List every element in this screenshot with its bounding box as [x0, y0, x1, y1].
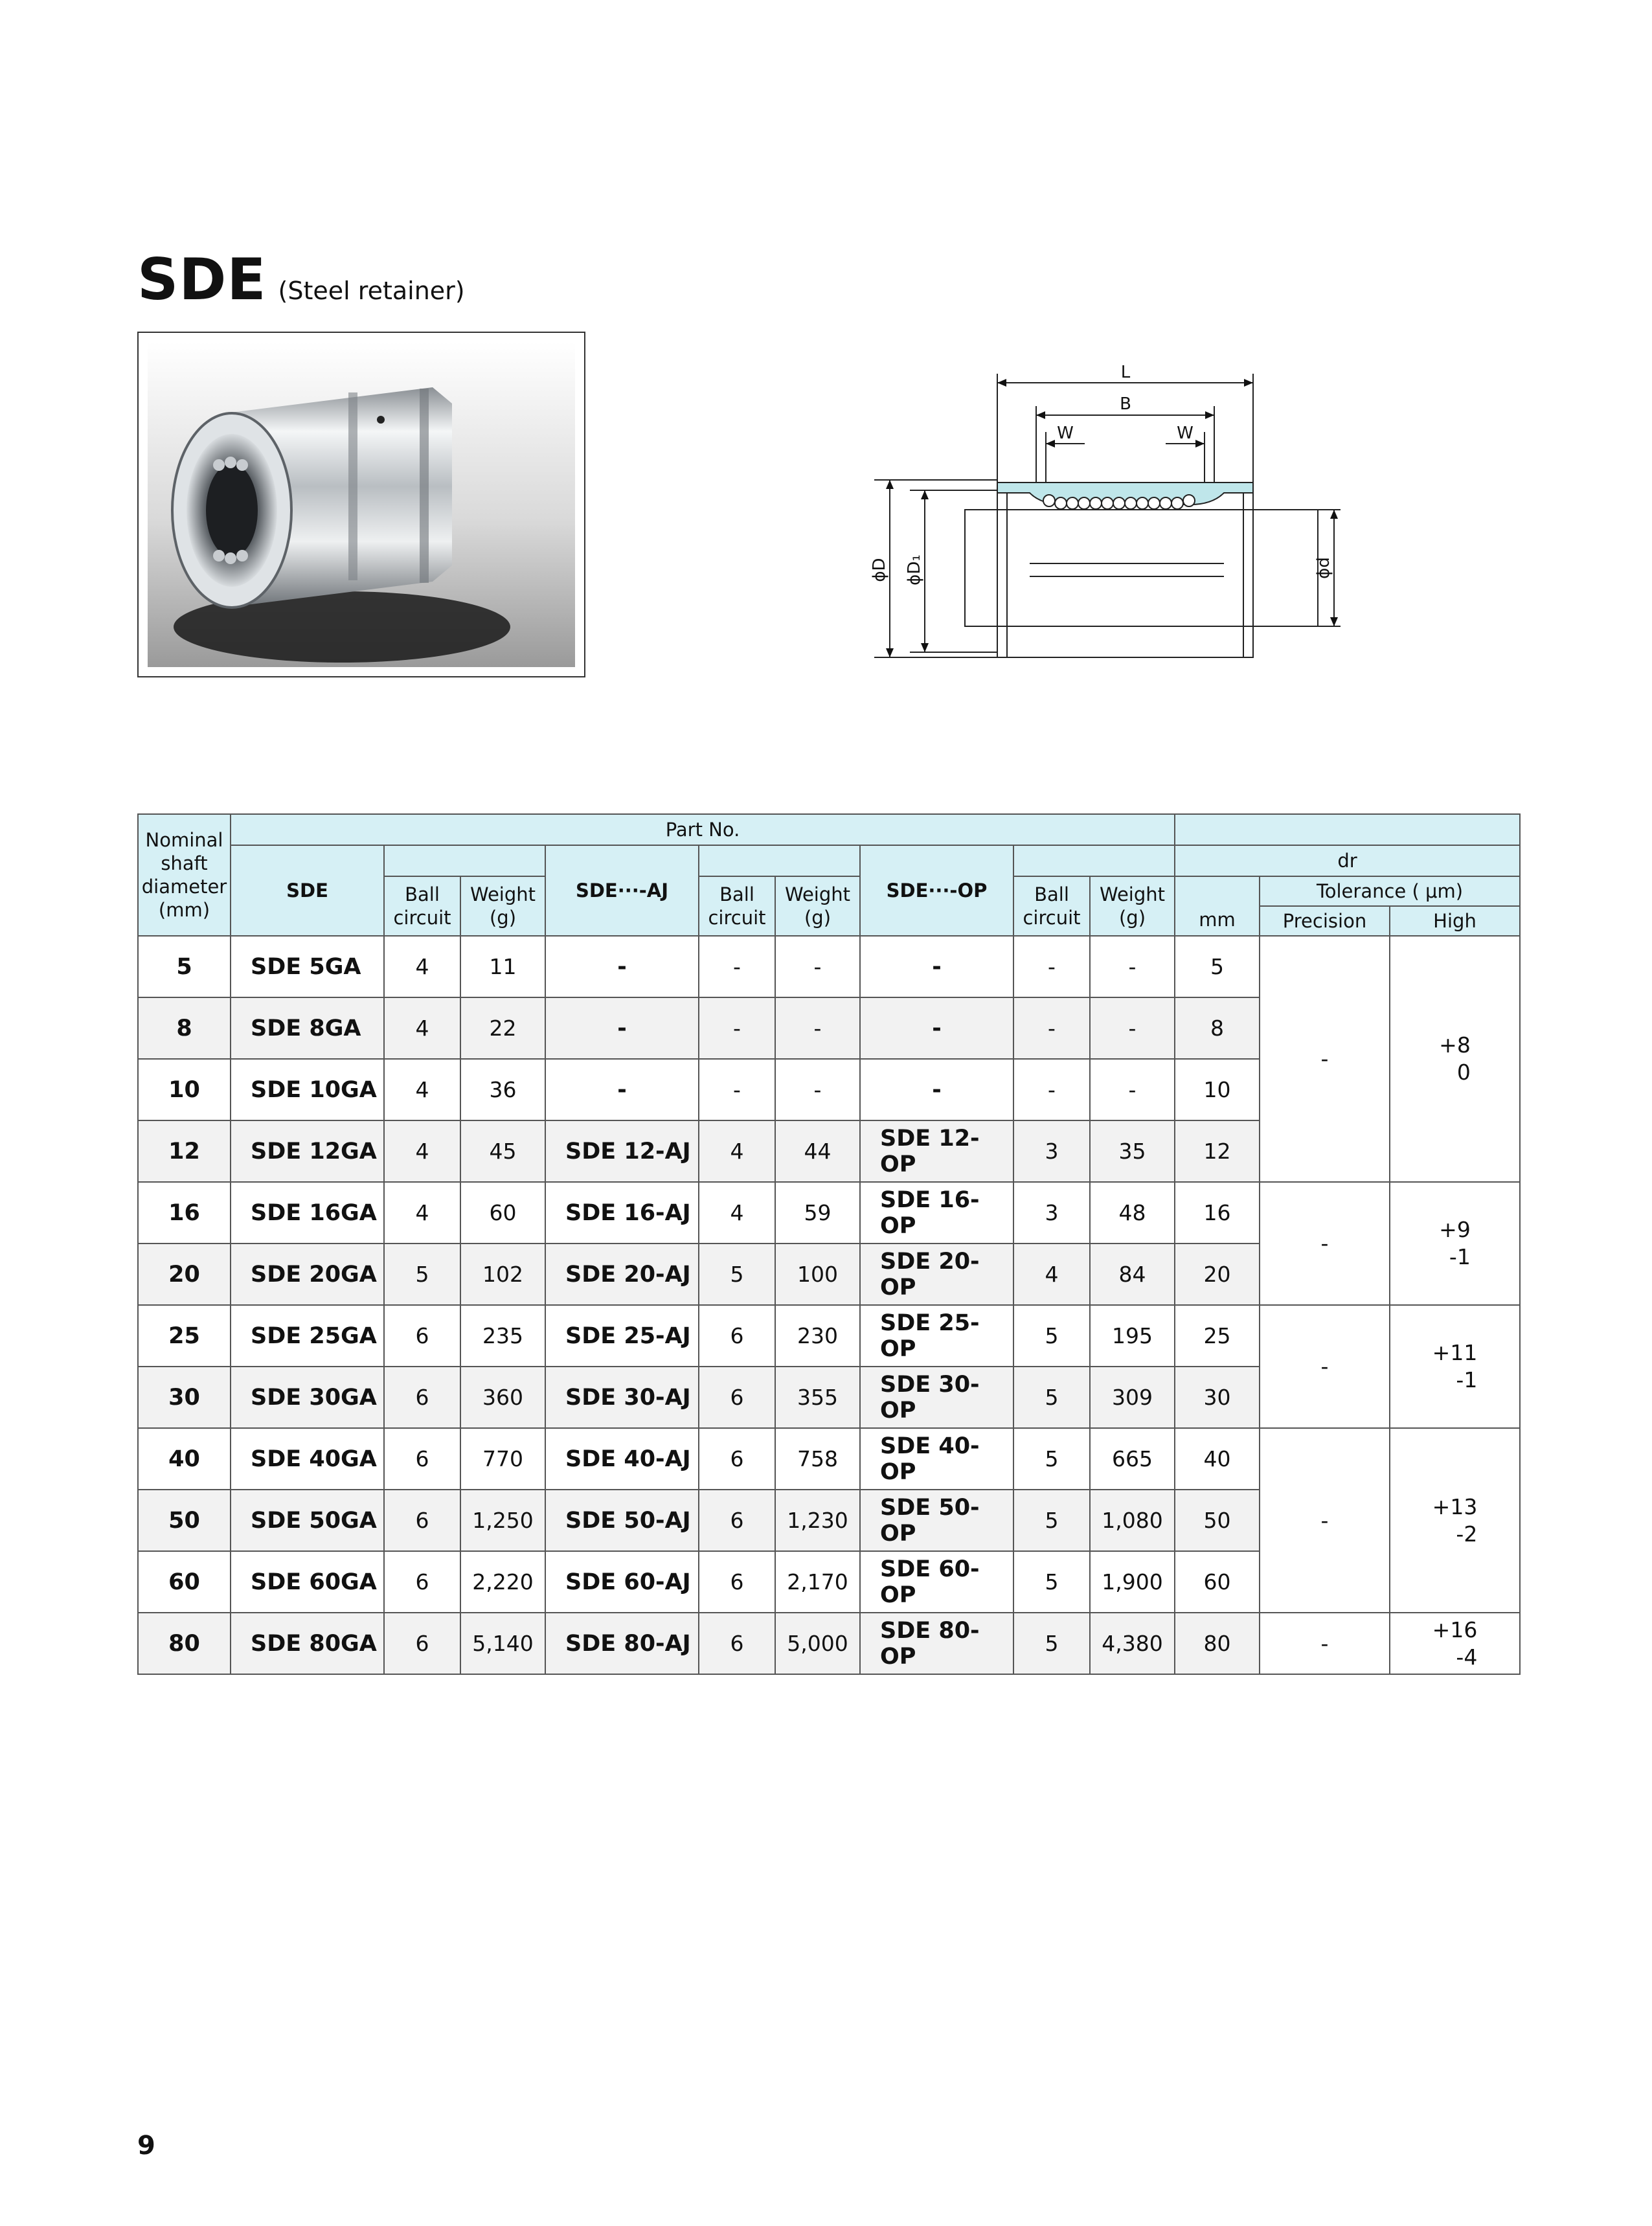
cell-aj-part: SDE 16-AJ	[545, 1182, 699, 1244]
linear-bushing-photo	[148, 342, 575, 667]
header-part-no: Part No.	[231, 814, 1175, 845]
cell-shaft-diameter: 8	[138, 997, 231, 1059]
cell-shaft-diameter: 60	[138, 1551, 231, 1613]
header-sde-op: SDE···-OP	[860, 845, 1013, 936]
dim-label-d: ϕd	[1314, 557, 1333, 579]
header-op-weight	[1090, 876, 1175, 936]
cell-op-weight: 195	[1090, 1305, 1175, 1367]
dimension-drawing	[861, 359, 1366, 673]
cell-aj-ball: -	[699, 997, 775, 1059]
cell-aj-part: SDE 60-AJ	[545, 1551, 699, 1613]
cell-shaft-diameter: 20	[138, 1244, 231, 1305]
cell-sde-weight: 22	[460, 997, 545, 1059]
tolerance-upper: +8	[1439, 1032, 1471, 1058]
cell-shaft-diameter: 10	[138, 1059, 231, 1120]
cell-sde-ball: 6	[384, 1551, 460, 1613]
header-weight-line1: Weight	[1099, 883, 1166, 905]
cell-mm: 8	[1175, 997, 1260, 1059]
cell-sde-weight: 45	[460, 1120, 545, 1182]
cell-shaft-diameter: 12	[138, 1120, 231, 1182]
cell-op-weight: -	[1090, 1059, 1175, 1120]
cell-op-part: -	[860, 936, 1013, 997]
header-tolerance: Tolerance ( μm)	[1260, 876, 1520, 906]
cell-shaft-diameter: 25	[138, 1305, 231, 1367]
cell-sde-part: SDE 10GA	[231, 1059, 384, 1120]
cell-aj-part: -	[545, 997, 699, 1059]
cell-mm: 30	[1175, 1367, 1260, 1428]
title-main: SDE	[137, 246, 267, 313]
title-subtitle: (Steel retainer)	[278, 277, 465, 305]
cell-aj-ball: 6	[699, 1367, 775, 1428]
header-op-ball	[1013, 876, 1090, 936]
cell-sde-part: SDE 25GA	[231, 1305, 384, 1367]
header-sde-ball	[384, 876, 460, 936]
cell-mm: 10	[1175, 1059, 1260, 1120]
cell-high-tolerance	[1390, 1613, 1520, 1674]
header-blank	[1175, 814, 1520, 845]
cell-aj-weight: 2,170	[775, 1551, 860, 1613]
tolerance-value	[1432, 1617, 1478, 1671]
header-dr: dr	[1175, 845, 1520, 876]
cell-mm: 60	[1175, 1551, 1260, 1613]
header-ball-line1: Ball	[719, 883, 754, 905]
cell-sde-weight: 5,140	[460, 1613, 545, 1674]
cell-op-ball: 5	[1013, 1428, 1090, 1490]
header-ball-line2: circuit	[393, 907, 451, 929]
cell-op-part: SDE 25-OP	[860, 1305, 1013, 1367]
cell-aj-ball: 6	[699, 1551, 775, 1613]
cell-op-weight: 48	[1090, 1182, 1175, 1244]
cell-sde-weight: 1,250	[460, 1490, 545, 1551]
cell-aj-part: SDE 12-AJ	[545, 1120, 699, 1182]
cell-op-weight: 309	[1090, 1367, 1175, 1428]
cell-precision: -	[1260, 936, 1390, 1182]
cell-sde-weight: 770	[460, 1428, 545, 1490]
cell-sde-ball: 4	[384, 936, 460, 997]
tolerance-lower: -1	[1449, 1244, 1471, 1269]
cell-op-part: -	[860, 997, 1013, 1059]
cell-high-tolerance	[1390, 1428, 1520, 1613]
header-ball-line1: Ball	[405, 883, 440, 905]
cell-shaft-diameter: 50	[138, 1490, 231, 1551]
tolerance-value	[1439, 1032, 1471, 1086]
cell-sde-weight: 235	[460, 1305, 545, 1367]
cell-sde-part: SDE 50GA	[231, 1490, 384, 1551]
cell-op-ball: 5	[1013, 1490, 1090, 1551]
header-ball-line1: Ball	[1034, 883, 1069, 905]
header-nominal-line2: shaft	[161, 852, 208, 874]
cell-op-part: SDE 12-OP	[860, 1120, 1013, 1182]
cell-sde-weight: 2,220	[460, 1551, 545, 1613]
cell-aj-part: SDE 20-AJ	[545, 1244, 699, 1305]
cell-high-tolerance	[1390, 1182, 1520, 1305]
header-sde-aj: SDE···-AJ	[545, 845, 699, 936]
cell-sde-part: SDE 16GA	[231, 1182, 384, 1244]
cell-aj-weight: -	[775, 997, 860, 1059]
cell-sde-ball: 5	[384, 1244, 460, 1305]
cell-sde-ball: 4	[384, 1059, 460, 1120]
cell-op-weight: 665	[1090, 1428, 1175, 1490]
cell-sde-part: SDE 5GA	[231, 936, 384, 997]
cell-aj-ball: 5	[699, 1244, 775, 1305]
table-row	[138, 1305, 1520, 1367]
dim-label-W1: W	[1057, 424, 1074, 443]
cell-aj-weight: 1,230	[775, 1490, 860, 1551]
tolerance-upper: +16	[1432, 1617, 1478, 1642]
cell-sde-ball: 4	[384, 1182, 460, 1244]
cell-mm: 25	[1175, 1305, 1260, 1367]
header-op-spacer	[1013, 845, 1175, 876]
cell-sde-weight: 60	[460, 1182, 545, 1244]
table-row	[138, 936, 1520, 997]
cell-op-part: SDE 30-OP	[860, 1367, 1013, 1428]
cell-sde-part: SDE 20GA	[231, 1244, 384, 1305]
cell-op-ball: 5	[1013, 1367, 1090, 1428]
product-photo	[137, 332, 585, 677]
cell-aj-weight: 5,000	[775, 1613, 860, 1674]
cell-aj-ball: 4	[699, 1120, 775, 1182]
header-nominal-line1: Nominal	[145, 829, 223, 851]
header-weight-line1: Weight	[470, 883, 536, 905]
cell-aj-ball: -	[699, 1059, 775, 1120]
cell-aj-ball: 4	[699, 1182, 775, 1244]
cell-aj-part: SDE 80-AJ	[545, 1613, 699, 1674]
cell-op-weight: 1,080	[1090, 1490, 1175, 1551]
cell-sde-weight: 102	[460, 1244, 545, 1305]
cell-sde-part: SDE 80GA	[231, 1613, 384, 1674]
cell-op-part: SDE 80-OP	[860, 1613, 1013, 1674]
header-high: High	[1390, 906, 1520, 936]
cell-aj-part: -	[545, 936, 699, 997]
cell-aj-part: -	[545, 1059, 699, 1120]
cell-aj-part: SDE 40-AJ	[545, 1428, 699, 1490]
cell-op-ball: 5	[1013, 1551, 1090, 1613]
cell-mm: 16	[1175, 1182, 1260, 1244]
cell-aj-ball: 6	[699, 1305, 775, 1367]
cell-op-weight: -	[1090, 936, 1175, 997]
cell-precision: -	[1260, 1305, 1390, 1428]
cell-aj-part: SDE 30-AJ	[545, 1367, 699, 1428]
cell-aj-part: SDE 25-AJ	[545, 1305, 699, 1367]
cell-mm: 5	[1175, 936, 1260, 997]
tolerance-lower: 0	[1456, 1060, 1471, 1085]
header-sde: SDE	[231, 845, 384, 936]
cell-shaft-diameter: 40	[138, 1428, 231, 1490]
cell-op-weight: 1,900	[1090, 1551, 1175, 1613]
table-row	[138, 1428, 1520, 1490]
cell-high-tolerance	[1390, 1305, 1520, 1428]
tolerance-lower: -4	[1456, 1644, 1478, 1670]
cell-op-ball: 5	[1013, 1613, 1090, 1674]
cell-op-part: SDE 16-OP	[860, 1182, 1013, 1244]
header-aj-spacer	[699, 845, 860, 876]
dim-label-L: L	[1120, 363, 1131, 382]
header-ball-line2: circuit	[708, 907, 766, 929]
cell-aj-part: SDE 50-AJ	[545, 1490, 699, 1551]
cell-sde-weight: 11	[460, 936, 545, 997]
cell-op-weight: -	[1090, 997, 1175, 1059]
header-precision: Precision	[1260, 906, 1390, 936]
cell-shaft-diameter: 30	[138, 1367, 231, 1428]
cell-shaft-diameter: 5	[138, 936, 231, 997]
cell-op-part: SDE 50-OP	[860, 1490, 1013, 1551]
cell-aj-weight: 44	[775, 1120, 860, 1182]
cell-aj-weight: 59	[775, 1182, 860, 1244]
header-nominal	[138, 814, 231, 936]
dim-label-D1: ϕD₁	[905, 554, 924, 585]
cell-sde-ball: 6	[384, 1613, 460, 1674]
cell-op-weight: 4,380	[1090, 1613, 1175, 1674]
cell-op-part: -	[860, 1059, 1013, 1120]
table-body	[138, 936, 1520, 1674]
tolerance-value	[1432, 1493, 1478, 1548]
cell-sde-part: SDE 8GA	[231, 997, 384, 1059]
header-weight-line2: (g)	[804, 907, 832, 929]
header-nominal-line3: diameter	[141, 876, 227, 898]
header-weight-line2: (g)	[489, 907, 517, 929]
cell-op-ball: -	[1013, 1059, 1090, 1120]
header-weight-line2: (g)	[1118, 907, 1146, 929]
cell-shaft-diameter: 16	[138, 1182, 231, 1244]
cell-sde-ball: 4	[384, 1120, 460, 1182]
cell-mm: 80	[1175, 1613, 1260, 1674]
cell-op-ball: 3	[1013, 1182, 1090, 1244]
dim-label-B: B	[1120, 394, 1131, 414]
table-row	[138, 1613, 1520, 1674]
tolerance-lower: -1	[1456, 1367, 1478, 1392]
cell-aj-weight: 100	[775, 1244, 860, 1305]
tolerance-value	[1439, 1216, 1471, 1271]
cell-aj-ball: 6	[699, 1428, 775, 1490]
cell-aj-weight: -	[775, 1059, 860, 1120]
cell-op-part: SDE 20-OP	[860, 1244, 1013, 1305]
cell-sde-part: SDE 30GA	[231, 1367, 384, 1428]
cell-sde-ball: 6	[384, 1428, 460, 1490]
header-aj-weight	[775, 876, 860, 936]
tolerance-lower: -2	[1456, 1521, 1478, 1547]
cell-op-ball: 3	[1013, 1120, 1090, 1182]
cell-aj-weight: 758	[775, 1428, 860, 1490]
cell-precision: -	[1260, 1428, 1390, 1613]
cell-sde-part: SDE 60GA	[231, 1551, 384, 1613]
cell-op-part: SDE 60-OP	[860, 1551, 1013, 1613]
cell-op-ball: -	[1013, 936, 1090, 997]
cell-sde-part: SDE 12GA	[231, 1120, 384, 1182]
dim-label-W2: W	[1177, 424, 1194, 443]
tolerance-upper: +11	[1432, 1340, 1478, 1365]
cell-op-ball: -	[1013, 997, 1090, 1059]
cell-precision: -	[1260, 1182, 1390, 1305]
cell-sde-ball: 6	[384, 1367, 460, 1428]
dim-label-D: ϕD	[870, 558, 889, 582]
header-ball-line2: circuit	[1023, 907, 1081, 929]
cell-aj-weight: -	[775, 936, 860, 997]
cell-op-ball: 5	[1013, 1305, 1090, 1367]
header-mm: mm	[1175, 876, 1260, 936]
tolerance-value	[1432, 1339, 1478, 1394]
header-sde-weight	[460, 876, 545, 936]
cell-mm: 12	[1175, 1120, 1260, 1182]
table-row	[138, 1182, 1520, 1244]
cell-shaft-diameter: 80	[138, 1613, 231, 1674]
tolerance-upper: +13	[1432, 1493, 1478, 1519]
header-nominal-line4: (mm)	[158, 899, 210, 921]
page-number: 9	[137, 2131, 155, 2161]
cell-aj-ball: -	[699, 936, 775, 997]
cell-aj-ball: 6	[699, 1613, 775, 1674]
cell-op-part: SDE 40-OP	[860, 1428, 1013, 1490]
cell-op-weight: 35	[1090, 1120, 1175, 1182]
cell-sde-part: SDE 40GA	[231, 1428, 384, 1490]
cell-op-weight: 84	[1090, 1244, 1175, 1305]
cell-high-tolerance	[1390, 936, 1520, 1182]
cell-sde-weight: 360	[460, 1367, 545, 1428]
header-aj-ball	[699, 876, 775, 936]
cell-aj-ball: 6	[699, 1490, 775, 1551]
specification-table	[137, 813, 1521, 1675]
cell-sde-ball: 4	[384, 997, 460, 1059]
cell-mm: 50	[1175, 1490, 1260, 1551]
cell-aj-weight: 230	[775, 1305, 860, 1367]
cell-sde-ball: 6	[384, 1490, 460, 1551]
tolerance-upper: +9	[1439, 1217, 1471, 1242]
cell-sde-ball: 6	[384, 1305, 460, 1367]
cell-mm: 20	[1175, 1244, 1260, 1305]
cell-aj-weight: 355	[775, 1367, 860, 1428]
page-title	[137, 246, 465, 313]
cell-mm: 40	[1175, 1428, 1260, 1490]
cell-sde-weight: 36	[460, 1059, 545, 1120]
header-sde-spacer	[384, 845, 545, 876]
header-weight-line1: Weight	[784, 883, 851, 905]
cell-precision: -	[1260, 1613, 1390, 1674]
cell-op-ball: 4	[1013, 1244, 1090, 1305]
